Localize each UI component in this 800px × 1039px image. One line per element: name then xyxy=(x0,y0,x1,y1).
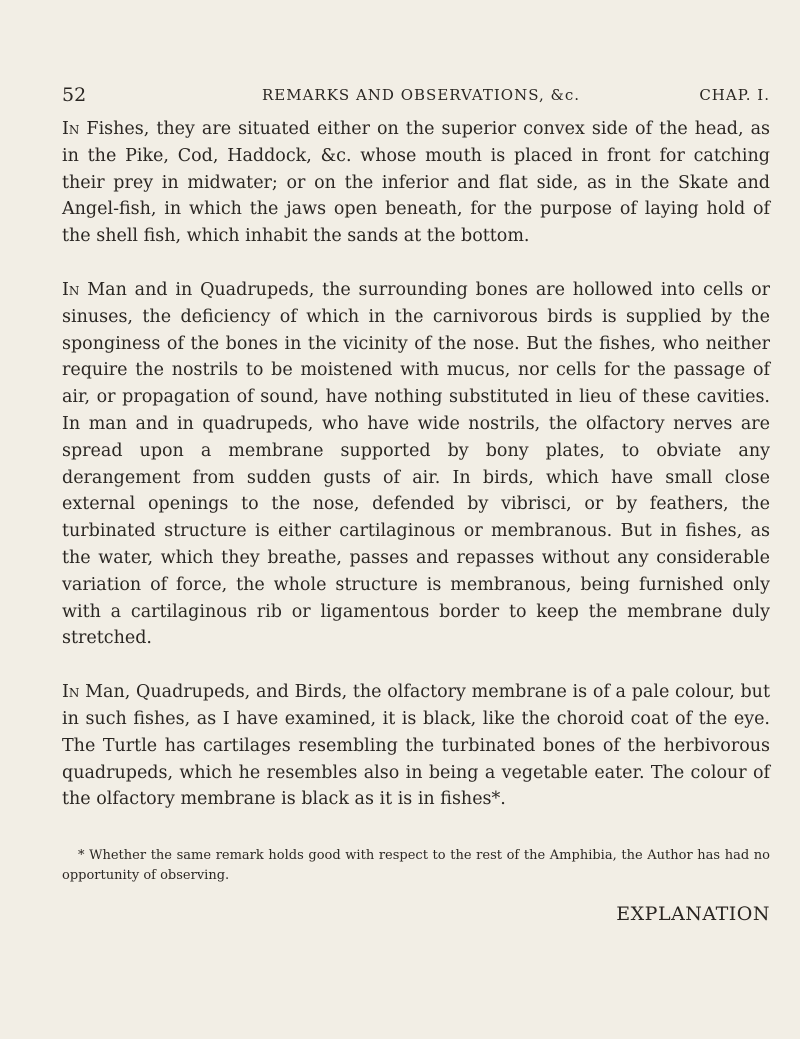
footnote: * Whether the same remark holds good with respect to the rest of the Amphibia, the Author has had no opportunity of observing. xyxy=(62,848,770,883)
paragraph-2 xyxy=(62,277,770,652)
paragraph-text: Fishes, they are situated either on the superior convex side of the head, as in the Pike, Cod, Haddock, &c. whose mouth is placed in front for catching their prey in midwater; or on the inferior and flat side, as in the Skate and Angel-fish, in which the jaws open beneath, for the purpose of laying hold of the shell fish, which inhabit the sands at the bottom. xyxy=(62,119,770,247)
paragraph-lead: In xyxy=(62,682,80,703)
paragraph-text: Man and in Quadrupeds, the surrounding bones are hollowed into cells or sinuses, the deficiency of which in the carnivorous birds is supplied by the sponginess of the bones in the vicinity of the nose. But the fishes, who neither require the nostrils to be moistened with mucus, nor cells for the passage of air, or propagation of sound, have nothing substituted in lieu of these cavities. In man and in quadrupeds, who have wide nostrils, the olfactory nerves are spread upon a membrane supported by bony plates, to obviate any derangement from sudden gusts of air. In birds, which have small close external openings to the nose, defended by vibrisci, or by feathers, the turbinated structure is either cartilaginous or membranous. But in fishes, as the water, which they breathe, passes and repasses without any considerable variation of force, the whole structure is membranous, being furnished only with a cartilaginous rib or ligamentous border to keep the membrane duly stretched. xyxy=(62,279,770,649)
paragraph-3 xyxy=(62,679,770,813)
paragraph-text: Man, Quadrupeds, and Birds, the olfactory membrane is of a pale colour, but in such fishes, as I have examined, it is black, like the choroid coat of the eye. The Turtle has cartilages resembling the turbinated bones of the herbivorous quadrupeds, which he resembles also in being a vegetable eater. The colour of the olfactory membrane is black as it is in fishes*. xyxy=(62,682,770,810)
paragraph-1 xyxy=(62,116,770,250)
paragraph-lead: In xyxy=(62,279,80,300)
running-head: REMARKS AND OBSERVATIONS, &c. xyxy=(262,86,581,104)
page-number: 52 xyxy=(62,84,87,106)
page-header xyxy=(62,84,770,108)
paragraph-lead: In xyxy=(62,119,80,139)
body-text xyxy=(62,116,770,813)
catchword: EXPLANATION xyxy=(616,903,770,925)
chapter-label: CHAP. I. xyxy=(699,86,770,104)
